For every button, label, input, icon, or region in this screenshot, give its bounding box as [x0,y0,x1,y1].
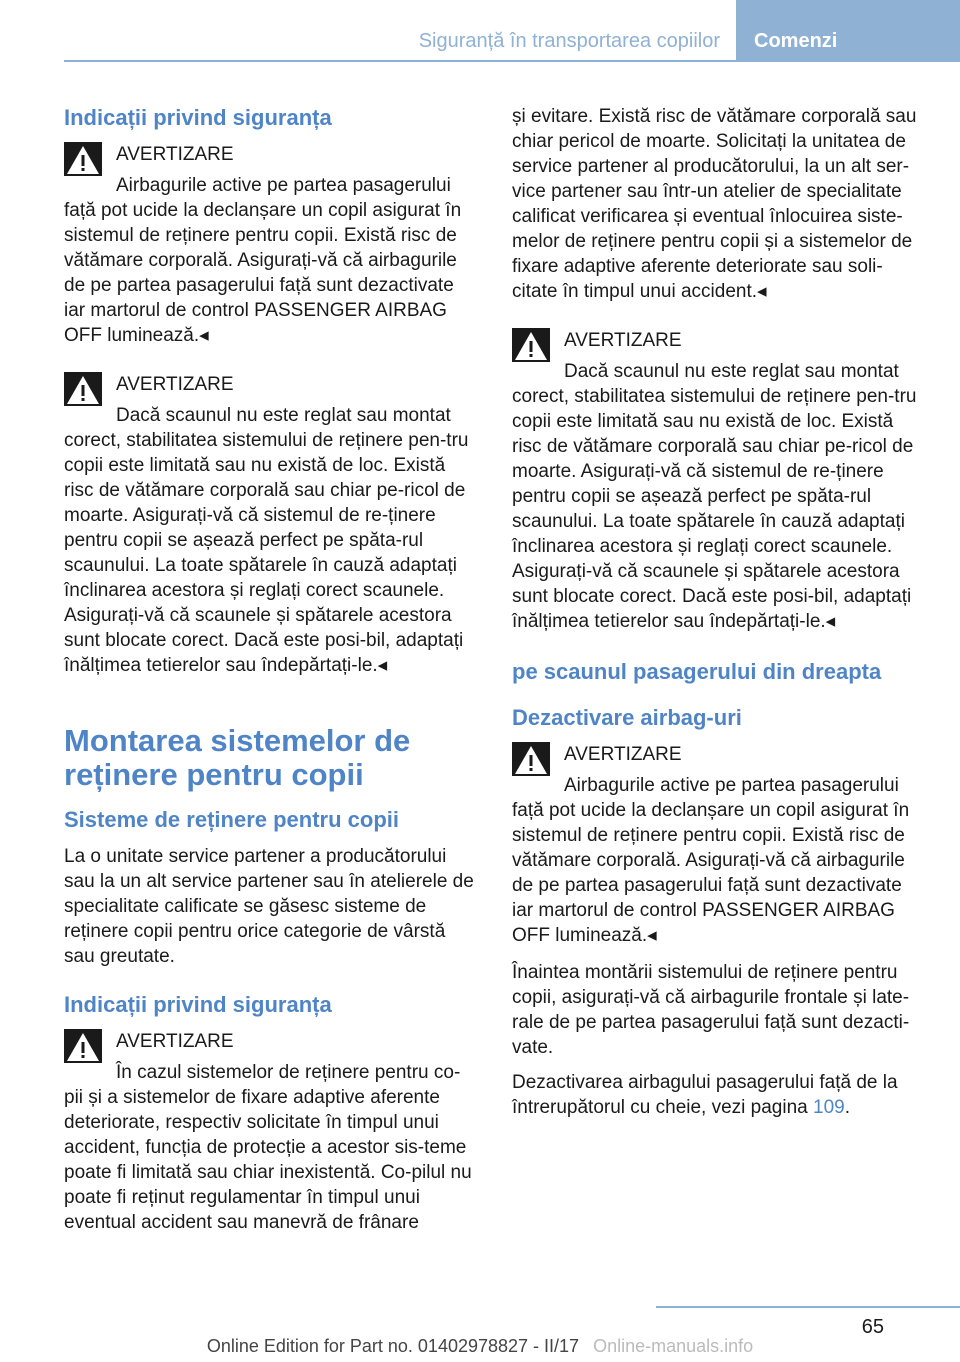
warning-block [64,372,476,678]
warning-triangle-icon [512,328,550,362]
reference-suffix: . [844,1097,850,1118]
warning-triangle-icon [64,142,102,176]
page-header [0,0,960,62]
breadcrumb[interactable]: Siguranță în transportarea copiilor [418,30,720,52]
warning-label: AVERTIZARE [116,1031,234,1052]
page-link[interactable]: 109 [813,1097,845,1118]
warning-block [512,328,924,634]
warning-triangle-icon [64,1029,102,1063]
heading-passenger-seat: pe scaunul pasagerului din dreapta [512,659,882,684]
warning-label: AVERTIZARE [564,744,682,765]
edition-footer [0,1336,960,1357]
left-column [64,104,476,1259]
warning-text: Airbagurile active pe partea pasagerului față pot ucide la declanșare un copil asigurat în sistemul de reținere pentru copii. Există risc de vătămare corporală. Asigurați-vă că airbagurile de pe partea pasagerului față sunt dezactivate iar martorul de control PASSENGER AIRBAG OFF luminează.◂ [64,175,462,346]
body-paragraph-page-reference [512,1070,924,1120]
warning-label: AVERTIZARE [564,330,682,351]
footer-rule [656,1306,960,1308]
heading-deactivate-airbags: Dezactivare airbag-uri [512,705,742,730]
body-paragraph: Înaintea montării sistemului de reținere pentru copii, asigurați-vă că airbagurile frontale și late‐rale de pe partea pasagerului față sunt dezacti‐vate. [512,962,910,1058]
warning-text: În cazul sistemelor de reținere pentru co‐pii și a sistemelor de fixare adaptive aferente deteriorate, respectiv solicitate în timpul unui accident, funcția de protecție a acestor sis‐teme poate fi limitată sau chiar inexistentă. Co‐pilul nu poate fi reținut regulamentar în timpul unui eventual accident sau manevră de frânare [64,1062,472,1233]
edition-text: Online Edition for Part no. 01402978827 - II/17 [206,1336,580,1356]
warning-text: Airbagurile active pe partea pasagerului față pot ucide la declanșare un copil asigurat în sistemul de reținere pentru copii. Există risc de vătămare corporală. Asigurați-vă că airbagurile de pe partea pasagerului față sunt dezactivate iar martorul de control PASSENGER AIRBAG OFF luminează.◂ [512,775,910,946]
warning-continuation: și evitare. Există risc de vătămare corporală sau chiar pericol de moarte. Solicitați la unitatea de service partener al producătorului, la un alt ser‐vice partener sau într-un atelier de specialitate calificat verificarea și eventual înlocuirea siste‐melor de reținere pentru copii și a sistemelor de fixare adaptive aferente deteriorate sau soli‐citate în timpul unui accident.◂ [512,106,917,302]
warning-block [512,742,924,948]
reference-text: Dezactivarea airbagului pasagerului față de la întrerupătorul cu cheie, vezi pagina [512,1072,898,1118]
section-title: Montarea sistemelor de reținere pentru copii [64,723,411,792]
warning-block [64,142,476,348]
warning-block [64,1029,476,1235]
heading-safety-notes-2: Indicații privind siguranța [64,992,332,1017]
warning-triangle-icon [64,372,102,406]
header-rule [64,60,960,62]
right-column [512,104,924,1130]
heading-child-restraint-systems: Sisteme de reținere pentru copii [64,807,399,832]
heading-safety-notes: Indicații privind siguranța [64,105,332,130]
section-tab[interactable]: Comenzi [736,0,960,61]
warning-triangle-icon [512,742,550,776]
page-number: 65 [861,1316,884,1338]
warning-label: AVERTIZARE [116,374,234,395]
warning-text: Dacă scaunul nu este reglat sau montat corect, stabilitatea sistemului de reținere pen‐tru copii este limitată sau nu există de loc. Există risc de vătămare corporală sau chiar pe‐ricol de moarte. Asigurați-vă că sistemul de re‐ținere pentru copii se așează perfect pe spăta‐rul scaunului. La toate spătarele în cauză adaptați înclinarea acestora și reglați corect scaunele. Asigurați-vă că scaunele și spătarele acestora sunt blocate corect. Dacă este posi‐bil, adaptați înălțimea tetierelor sau îndepărtați‐le.◂ [512,361,917,632]
watermark: Online-manuals.info [593,1336,754,1356]
warning-text: Dacă scaunul nu este reglat sau montat corect, stabilitatea sistemului de reținere pen‐tru copii este limitată sau nu există de loc. Există risc de vătămare corporală sau chiar pe‐ricol de moarte. Asigurați-vă că sistemul de re‐ținere pentru copii se așează perfect pe spăta‐rul scaunului. La toate spătarele în cauză adaptați înclinarea acestora și reglați corect scaunele. Asigurați-vă că scaunele și spătarele acestora sunt blocate corect. Dacă este posi‐bil, adaptați înălțimea tetierelor sau îndepărtați‐le.◂ [64,405,469,676]
warning-label: AVERTIZARE [116,144,234,165]
body-paragraph: La o unitate service partener a producătorului sau la un alt service partener sau în atelierele de specialitate calificate se găsesc sisteme de reținere copii pentru orice categorie de vârstă sau greutate. [64,846,474,967]
